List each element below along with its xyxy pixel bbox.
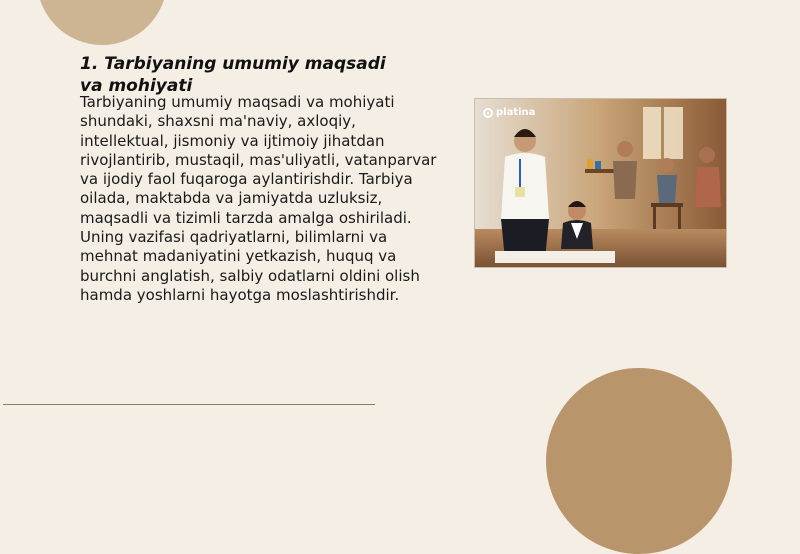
platina-logo-icon — [483, 108, 493, 118]
slide-body-text: Tarbiyaning umumiy maqsadi va mohiyati shundaki, shaxsni ma'naviy, axloqiy, intellektual, jismoniy va ijtimoiy jihatdan rivojlantirib, mustaqil, mas'uliyatli, vatanparvar va ijodiy faol fuqaroga aylantirishdir. Tarbiya oilada, maktabda va jamiyatda uzluksiz, maqsadli va tizimli tarzda amalga oshiriladi. Uning vazifasi qadriyatlarni, bilimlarni va mehnat madaniyatini yetkazish, huquq va burchni anglatish, salbiy odatlarni oldini olish hamda yoshlarni hayotga moslashtirishdir. — [80, 93, 437, 304]
decorative-circle-bottom — [546, 368, 732, 554]
divider-line — [3, 404, 375, 405]
photo-watermark — [483, 107, 535, 118]
slide-title: 1. Tarbiyaning umumiy maqsadi va mohiyati — [80, 54, 386, 96]
decorative-circle-top — [37, 0, 167, 45]
classroom-illustration — [475, 99, 726, 267]
watermark-text: platina — [496, 107, 536, 118]
classroom-photo — [474, 98, 727, 268]
